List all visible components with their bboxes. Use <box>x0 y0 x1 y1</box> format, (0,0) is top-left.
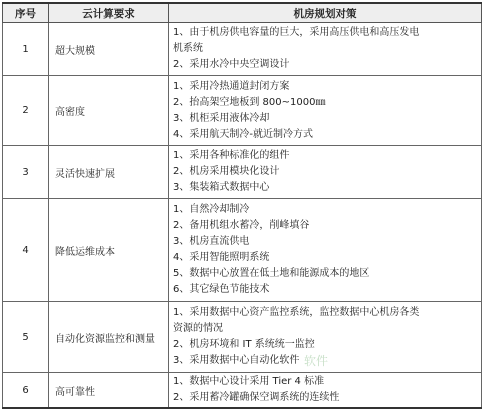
plan-item: 1、数据中心设计采用 Tier 4 标准 <box>173 376 325 387</box>
plan-item: 5、数据中心放置在低土地和能源成本的地区 <box>173 268 370 279</box>
table-row <box>3 302 482 373</box>
plan-item: 2、采用蓄冷罐确保空调系统的连续性 <box>173 392 340 403</box>
plan-item: 3、集装箱式数据中心 <box>173 182 270 193</box>
plan-item: 2、机房环境和 IT 系统统一监控 <box>173 339 315 350</box>
table-row <box>3 146 482 199</box>
table-row <box>3 373 482 409</box>
row-requirement: 降低运维成本 <box>49 199 169 302</box>
strategy-table <box>2 2 482 409</box>
plan-item: 2、机房采用模块化设计 <box>173 166 280 177</box>
header-number: 序号 <box>3 3 49 23</box>
row-number: 3 <box>3 146 49 199</box>
row-requirement: 高可靠性 <box>49 373 169 409</box>
row-plan-cell <box>169 199 482 302</box>
plan-item: 2、备用机组水蓄冷，削峰填谷 <box>173 220 310 231</box>
plan-item: 资源的情况 <box>173 323 223 334</box>
plan-item: 4、采用智能照明系统 <box>173 252 270 263</box>
plan-item: 2、采用水冷中央空调设计 <box>173 59 290 70</box>
row-plan-cell <box>169 373 482 409</box>
plan-item: 4、采用航天制冷-就近制冷方式 <box>173 128 313 140</box>
plan-item: 2、抬高架空地板到 800~1000㎜ <box>173 96 326 108</box>
plan-item: 1、采用冷热通道封闭方案 <box>173 80 290 92</box>
plan-item: 3、机柜采用液体冷却 <box>173 112 270 124</box>
table-header-row <box>3 3 482 23</box>
row-requirement: 自动化资源监控和测量 <box>49 302 169 373</box>
row-plan-cell <box>169 76 482 146</box>
row-number: 4 <box>3 199 49 302</box>
strategy-table-container <box>2 2 481 406</box>
row-number: 5 <box>3 302 49 373</box>
row-number: 1 <box>3 23 49 76</box>
row-requirement: 高密度 <box>49 76 169 146</box>
table-row <box>3 76 482 146</box>
table-row <box>3 199 482 302</box>
watermark: 软件 <box>304 354 329 368</box>
row-number: 6 <box>3 373 49 409</box>
row-requirement: 超大规模 <box>49 23 169 76</box>
row-number: 2 <box>3 76 49 146</box>
plan-item: 6、其它绿色节能技术 <box>173 284 270 295</box>
plan-item: 1、采用数据中心资产监控系统，监控数据中心机房各类 <box>173 307 420 318</box>
header-plan: 机房规划对策 <box>169 3 482 23</box>
plan-item: 机系统 <box>173 43 203 54</box>
row-plan-cell <box>169 146 482 199</box>
row-plan-cell <box>169 302 482 373</box>
header-requirement: 云计算要求 <box>49 3 169 23</box>
plan-item: 1、由于机房供电容量的巨大，采用高压供电和高压发电 <box>173 27 420 38</box>
plan-item: 3、机房直流供电 <box>173 236 250 247</box>
plan-item: 3、采用数据中心自动化软件 <box>173 355 300 366</box>
plan-item: 1、采用各种标准化的组件 <box>173 150 290 161</box>
plan-item: 1、自然冷却制冷 <box>173 204 250 215</box>
row-requirement: 灵活快速扩展 <box>49 146 169 199</box>
table-row <box>3 23 482 76</box>
row-plan-cell <box>169 23 482 76</box>
